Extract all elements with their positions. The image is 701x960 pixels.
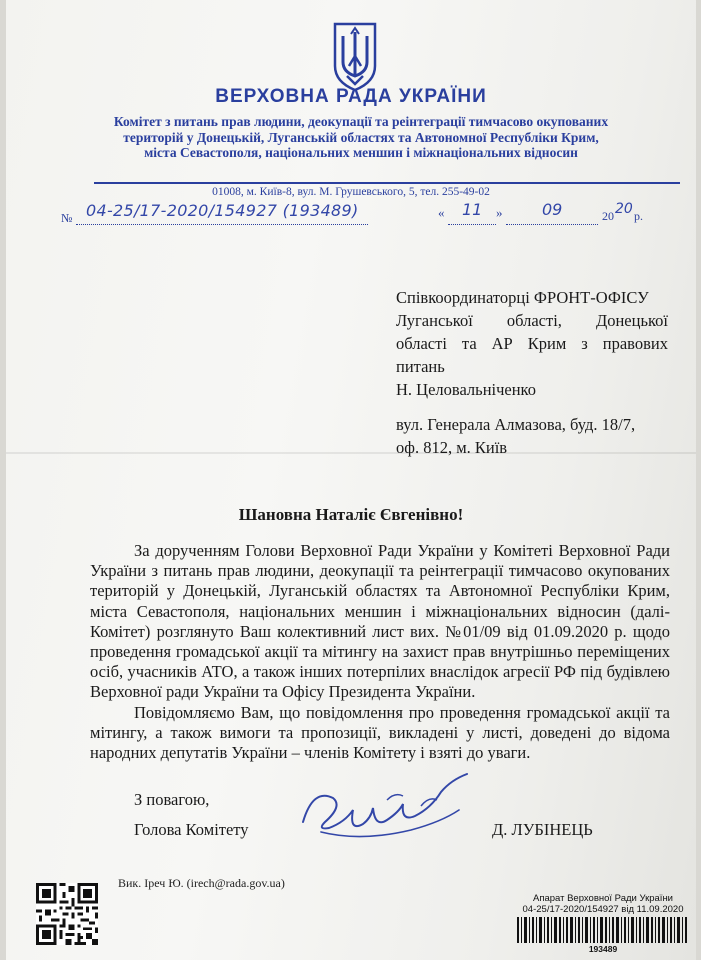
number-underline <box>76 224 368 225</box>
stamp-office: Апарат Верховної Ради України <box>532 893 673 904</box>
date-year-prefix: 20 <box>602 209 614 223</box>
date-year-suffix: р. <box>634 209 643 223</box>
recipient-address <box>396 413 668 459</box>
letterhead-address: 01008, м. Київ-8, вул. М. Грушевського, 5, тел. 255-49-02 <box>212 186 490 198</box>
committee-line: міста Севастополя, національних меншин і міжнаціональних відносин <box>144 145 578 160</box>
recipient-block <box>396 286 668 401</box>
barcode <box>515 917 691 943</box>
recipient-name: Н. Целовальніченко <box>396 380 536 399</box>
number-prefix: № <box>61 211 73 225</box>
greeting: Шановна Наталіє Євгенівно! <box>238 505 464 524</box>
body-paragraph: Повідомляємо Вам, що повідомлення про проведення громадської акції та мітингу, а також вимоги та пропозиції, викладені у листі, доведені до відома народних депутатів України – членів Комітету і взяті до уваги. <box>90 702 670 763</box>
stamp-reference: 04-25/17-2020/154927 від 11.09.2020 <box>522 904 684 915</box>
committee-line: Комітет з питань прав людини, деокупації та реінтеграції тимчасово окупованих <box>113 114 609 129</box>
letter-body <box>90 541 670 763</box>
closing-regards: З повагою, <box>134 790 210 809</box>
date-month-underline <box>506 224 598 225</box>
date-day-underline <box>448 224 496 225</box>
recipient-line: області та АР Крим з правових <box>396 334 668 353</box>
date-day: 11 <box>462 200 483 219</box>
registration-stamp <box>511 893 695 954</box>
committee-line: територій у Донецькій, Луганській областях та Автономної Республіки Крим, <box>123 129 599 145</box>
stamp-code: 193489 <box>588 944 618 954</box>
outgoing-number: 04-25/17-2020/154927 (193489) <box>86 201 359 220</box>
signer-position: Голова Комітету <box>134 820 249 839</box>
date-month: 09 <box>542 200 563 219</box>
date-year: 20 <box>615 201 633 217</box>
letterhead-rule <box>94 182 680 184</box>
recipient-line: Співкоординаторці ФРОНТ-ОФІСУ <box>396 288 649 307</box>
executor-info: Вик. Іреч Ю. (irech@rada.gov.ua) <box>118 876 285 890</box>
committee-name <box>66 114 656 161</box>
date-quote-open: « <box>438 205 445 220</box>
date-quote-close: » <box>496 205 503 220</box>
letter-sheet <box>6 0 696 960</box>
recipient-address-line: оф. 812, м. Київ <box>396 438 508 457</box>
recipient-line: питань <box>396 357 445 376</box>
recipient-address-line: вул. Генерала Алмазова, буд. 18/7, <box>396 415 636 434</box>
recipient-line: Луганської області, Донецької <box>396 311 668 330</box>
qr-code <box>36 883 98 945</box>
organization-title: ВЕРХОВНА РАДА УКРАЇНИ <box>215 86 487 107</box>
signer-name: Д. ЛУБІНЕЦЬ <box>492 820 593 839</box>
body-paragraph: За дорученням Голови Верховної Ради України у Комітеті Верховної Ради України з питань прав людини, деокупації та реінтеграції тимчасово окупованих територій у Донецькій, Луганській областях та Автономної Республіки Крим, міста Севастополя, національних меншин і міжнаціональних відносин (далі-Комітет) розглянуто Ваш колективний лист вих. №01/09 від 01.09.2020 р. щодо проведення громадської акції та мітингу на захист прав внутрішньо переміщених осіб, учасників АТО, а також інших потерпілих внаслідок агресії РФ під будівлею Верховної ради України та Офісу Президента України. <box>90 541 670 702</box>
signature-image <box>291 770 486 850</box>
trident-icon <box>329 22 381 92</box>
